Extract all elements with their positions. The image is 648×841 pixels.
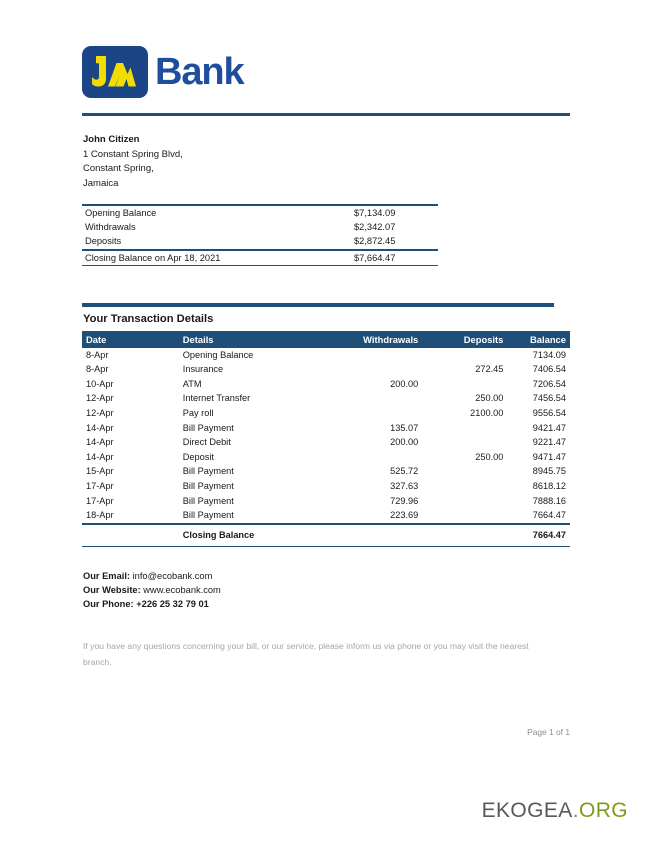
contact-email-label: Our Email: bbox=[83, 571, 131, 581]
bank-wordmark: Bank bbox=[155, 51, 244, 93]
cell-deposits bbox=[422, 479, 507, 494]
cell-balance: 9421.47 bbox=[532, 422, 566, 433]
column-header-details: Details bbox=[179, 331, 325, 348]
cell-date: 15-Apr bbox=[86, 466, 114, 477]
table-row bbox=[82, 509, 570, 525]
jn-monogram-icon bbox=[82, 46, 148, 98]
cell-withdrawals bbox=[325, 450, 423, 465]
disclaimer-text: If you have any questions concerning your bill, or our service, please inform us via phone or you may visit the nearest branch. bbox=[83, 641, 529, 667]
cell-date: 14-Apr bbox=[86, 422, 114, 433]
account-summary-table bbox=[82, 204, 438, 266]
cell-date: 17-Apr bbox=[86, 480, 114, 491]
contact-website-row bbox=[83, 583, 221, 597]
cell-details: Bill Payment bbox=[182, 510, 234, 521]
cell-withdrawals: 525.72 bbox=[390, 466, 419, 477]
column-header-withdrawals: Withdrawals bbox=[325, 331, 423, 348]
cell-balance: 7664.47 bbox=[507, 524, 570, 546]
cell-deposits bbox=[422, 421, 507, 436]
summary-bottom-rule bbox=[82, 265, 438, 266]
table-row bbox=[82, 479, 570, 494]
cell-balance: 7664.47 bbox=[532, 510, 566, 521]
cell-details: Internet Transfer bbox=[182, 393, 251, 404]
customer-address-line-2: Constant Spring, bbox=[83, 163, 154, 175]
summary-value: $7,134.09 bbox=[354, 208, 396, 219]
cell-details: Insurance bbox=[182, 364, 224, 375]
cell-withdrawals: 200.00 bbox=[390, 437, 419, 448]
bank-logo bbox=[82, 46, 244, 98]
cell-date: 17-Apr bbox=[86, 495, 114, 506]
cell-details: Deposit bbox=[182, 451, 214, 462]
cell-deposits bbox=[422, 509, 507, 525]
cell-details: Closing Balance bbox=[179, 524, 325, 546]
cell-deposits: 250.00 bbox=[475, 451, 504, 462]
cell-balance: 9471.47 bbox=[532, 451, 566, 462]
cell-date: 8-Apr bbox=[86, 364, 109, 375]
cell-deposits: 272.45 bbox=[475, 364, 504, 375]
column-header-deposits: Deposits bbox=[422, 331, 507, 348]
cell-balance: 7406.54 bbox=[532, 364, 566, 375]
cell-withdrawals bbox=[325, 348, 423, 363]
column-header-date: Date bbox=[82, 331, 179, 348]
cell-withdrawals bbox=[325, 363, 423, 378]
cell-withdrawals: 135.07 bbox=[390, 422, 419, 433]
cell-withdrawals: 223.69 bbox=[390, 510, 419, 521]
cell-withdrawals bbox=[325, 524, 423, 546]
cell-date: 8-Apr bbox=[86, 349, 109, 360]
cell-details: Direct Debit bbox=[182, 437, 231, 448]
summary-label: Withdrawals bbox=[85, 222, 136, 233]
cell-withdrawals: 729.96 bbox=[390, 495, 419, 506]
table-row bbox=[82, 406, 570, 421]
cell-details: Bill Payment bbox=[182, 422, 234, 433]
header-divider bbox=[82, 113, 570, 116]
cell-withdrawals bbox=[325, 392, 423, 407]
cell-deposits: 2100.00 bbox=[470, 407, 504, 418]
customer-address-line-1: 1 Constant Spring Blvd, bbox=[83, 148, 183, 160]
cell-withdrawals bbox=[325, 406, 423, 421]
transactions-section-title: Your Transaction Details bbox=[83, 313, 214, 325]
transactions-table bbox=[82, 331, 570, 547]
cell-balance: 7134.09 bbox=[532, 349, 566, 360]
column-header-balance: Balance bbox=[507, 331, 570, 348]
table-row bbox=[82, 494, 570, 509]
cell-balance: 9221.47 bbox=[532, 437, 566, 448]
page-number: Page 1 of 1 bbox=[527, 727, 570, 737]
summary-label: Opening Balance bbox=[85, 208, 157, 219]
cell-date bbox=[82, 524, 179, 546]
customer-address-line-3: Jamaica bbox=[83, 177, 119, 189]
summary-closing-label: Closing Balance on Apr 18, 2021 bbox=[85, 252, 221, 263]
table-row bbox=[82, 450, 570, 465]
cell-balance: 7456.54 bbox=[532, 393, 566, 404]
summary-closing-value: $7,664.47 bbox=[354, 252, 396, 263]
cell-details: ATM bbox=[182, 378, 202, 389]
transactions-section-divider bbox=[82, 303, 554, 307]
cell-withdrawals: 200.00 bbox=[390, 378, 419, 389]
customer-address-block bbox=[83, 133, 183, 191]
contact-website-value[interactable]: www.ecobank.com bbox=[143, 585, 221, 596]
contact-phone-row bbox=[83, 597, 221, 611]
table-row bbox=[82, 377, 570, 392]
table-row bbox=[82, 363, 570, 378]
cell-details: Bill Payment bbox=[182, 480, 234, 491]
closing-balance-row bbox=[82, 524, 570, 546]
cell-deposits bbox=[422, 348, 507, 363]
cell-date: 10-Apr bbox=[86, 378, 114, 389]
watermark-tld: .ORG bbox=[572, 799, 628, 822]
contact-phone-label: Our Phone: bbox=[83, 599, 134, 610]
cell-balance: 7888.16 bbox=[532, 495, 566, 506]
cell-deposits: 250.00 bbox=[475, 393, 504, 404]
summary-row-opening-balance bbox=[82, 206, 438, 220]
cell-details: Bill Payment bbox=[182, 495, 234, 506]
contact-email-row bbox=[83, 569, 221, 583]
cell-deposits bbox=[422, 377, 507, 392]
summary-row-deposits bbox=[82, 234, 438, 248]
summary-value: $2,342.07 bbox=[354, 222, 396, 233]
cell-withdrawals: 327.63 bbox=[390, 480, 419, 491]
transactions-table-body bbox=[82, 348, 570, 546]
cell-date: 14-Apr bbox=[86, 437, 114, 448]
summary-row-closing-balance bbox=[82, 251, 438, 265]
cell-details: Bill Payment bbox=[182, 466, 234, 477]
cell-deposits bbox=[422, 494, 507, 509]
contact-website-label: Our Website: bbox=[83, 585, 141, 596]
table-row bbox=[82, 421, 570, 436]
cell-deposits bbox=[422, 436, 507, 451]
contact-phone-value: +226 25 32 79 01 bbox=[136, 599, 209, 610]
cell-details: Pay roll bbox=[182, 407, 214, 418]
table-row bbox=[82, 392, 570, 407]
cell-date: 14-Apr bbox=[86, 451, 114, 462]
cell-balance: 9556.54 bbox=[532, 407, 566, 418]
cell-date: 12-Apr bbox=[86, 393, 114, 404]
cell-balance: 8945.75 bbox=[532, 466, 566, 477]
customer-name: John Citizen bbox=[83, 134, 140, 145]
watermark bbox=[0, 799, 628, 823]
cell-balance: 8618.12 bbox=[532, 480, 566, 491]
table-row bbox=[82, 348, 570, 363]
summary-value: $2,872.45 bbox=[354, 236, 396, 247]
table-header-row bbox=[82, 331, 570, 348]
contact-block bbox=[83, 569, 221, 612]
watermark-name: EKOGEA bbox=[481, 799, 573, 822]
cell-deposits bbox=[422, 465, 507, 480]
cell-date: 18-Apr bbox=[86, 510, 114, 521]
cell-balance: 7206.54 bbox=[532, 378, 566, 389]
cell-date: 12-Apr bbox=[86, 407, 114, 418]
summary-row-withdrawals bbox=[82, 220, 438, 234]
cell-deposits bbox=[422, 524, 507, 546]
cell-details: Opening Balance bbox=[182, 349, 254, 360]
table-row bbox=[82, 465, 570, 480]
contact-email-value[interactable]: info@ecobank.com bbox=[132, 571, 213, 581]
table-row bbox=[82, 436, 570, 451]
summary-label: Deposits bbox=[85, 236, 122, 247]
